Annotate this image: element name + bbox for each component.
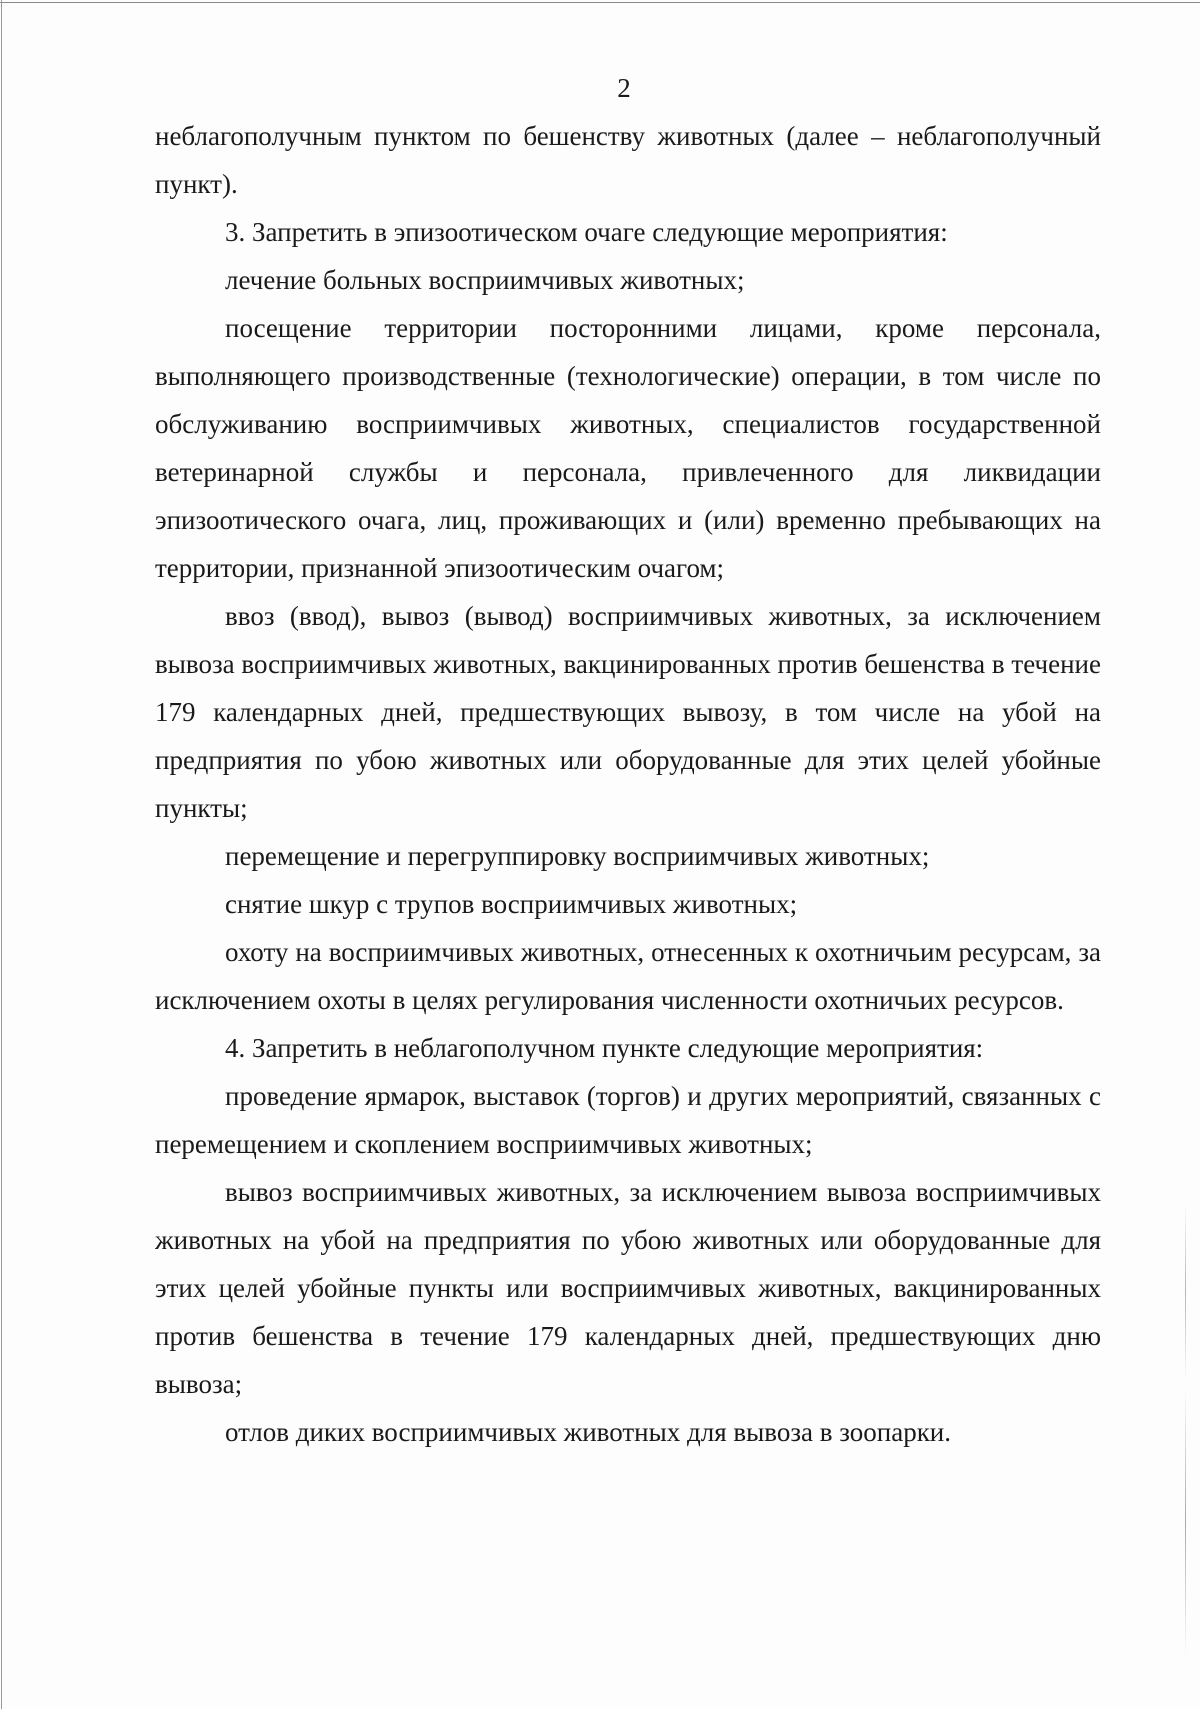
scan-edge-top [0, 2, 1200, 3]
scan-edge-left [1, 0, 2, 1709]
paragraph-ban-fairs: проведение ярмарок, выставок (торгов) и других мероприятий, связанных с перемещением и скоплением восприимчивых животных; [155, 1081, 1101, 1159]
scan-edge-right [1185, 1200, 1186, 1660]
page-number: 2 [617, 73, 631, 103]
paragraph-ban-export: вывоз восприимчивых животных, за исключением вывоза восприимчивых животных на убой на предприятия по убою животных или оборудованные для этих целей убойные пункты или восприимчивых животных, вакцинированных против бешенства в течение 179 календарных дней, предшествующих дню вывоза; [155, 1177, 1101, 1399]
paragraph-ban-import-export: ввоз (ввод), вывоз (вывод) восприимчивых животных, за исключением вывоза восприимчивых животных, вакцинированных против бешенства в течение 179 календарных дней, предшествующих вывозу, в том числе на убой на предприятия по убою животных или оборудованные для этих целей убойные пункты; [155, 601, 1101, 823]
paragraph-ban-regrouping: перемещение и перегруппировку восприимчивых животных; [225, 841, 930, 871]
paragraph-ban-treatment: лечение больных восприимчивых животных; [225, 265, 745, 295]
paragraph-ban-hunting: охоту на восприимчивых животных, отнесенных к охотничьим ресурсам, за исключением охоты в целях регулирования численности охотничьих ресурсов. [155, 937, 1101, 1015]
document-body [155, 112, 1101, 1456]
paragraph-item-4-heading: 4. Запретить в неблагополучном пункте следующие мероприятия: [225, 1033, 984, 1063]
paragraph-ban-trapping: отлов диких восприимчивых животных для вывоза в зоопарки. [225, 1417, 952, 1447]
paragraph-item-3-heading: 3. Запретить в эпизоотическом очаге следующие мероприятия: [225, 217, 948, 247]
paragraph-ban-skinning: снятие шкур с трупов восприимчивых животных; [225, 889, 798, 919]
paragraph-continuation: неблагополучным пунктом по бешенству животных (далее – неблагополучный пункт). [155, 121, 1101, 199]
paragraph-ban-visits: посещение территории посторонними лицами, кроме персонала, выполняющего производственные (технологические) операции, в том числе по обслуживанию восприимчивых животных, специалистов государственной ветеринарной службы и персонала, привлеченного для ликвидации эпизоотического очага, лиц, проживающих и (или) временно пребывающих на территории, признанной эпизоотическим очагом; [155, 313, 1101, 583]
